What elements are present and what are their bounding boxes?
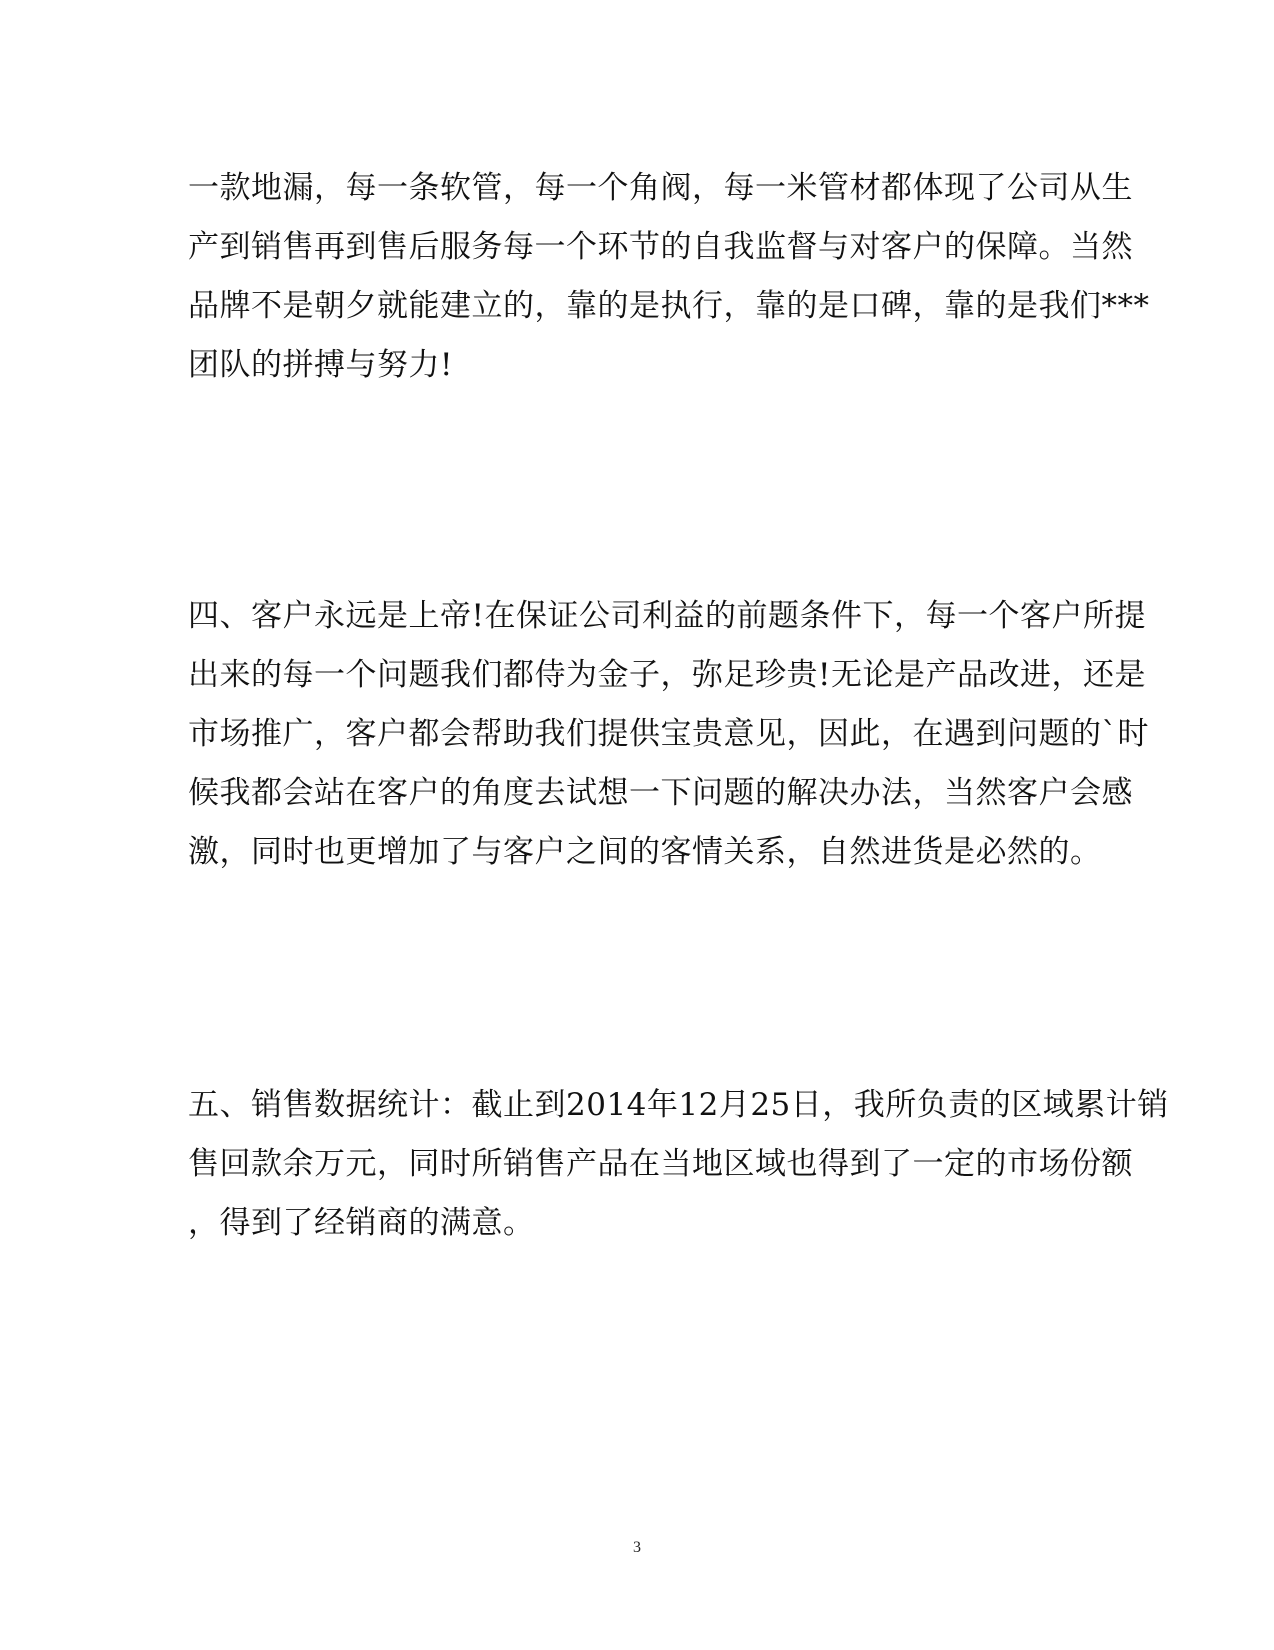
text-line: 售回款余万元，同时所销售产品在当地区域也得到了一定的市场份额 (188, 1146, 1133, 1182)
text-line: 五、销售数据统计：截止到2014年12月25日，我所负责的区域累计销 (188, 1087, 1169, 1123)
text-line: 品牌不是朝夕就能建立的，靠的是执行，靠的是口碑，靠的是我们*** (188, 288, 1150, 324)
text-line: 市场推广，客户都会帮助我们提供宝贵意见，因此，在遇到问题的`时 (188, 716, 1149, 752)
text-line: 候我都会站在客户的角度去试想一下问题的解决办法，当然客户会感 (188, 775, 1133, 811)
text-line: 一款地漏，每一条软管，每一个角阀，每一米管材都体现了公司从生 (188, 170, 1133, 206)
text-line: 出来的每一个问题我们都侍为金子，弥足珍贵!无论是产品改进，还是 (188, 657, 1146, 693)
text-line: 团队的拼搏与努力! (188, 347, 453, 383)
text-line: ，得到了经销商的满意。 (188, 1205, 535, 1241)
text-line: 四、客户永远是上帝!在保证公司利益的前题条件下，每一个客户所提 (188, 598, 1146, 634)
text-line: 激，同时也更增加了与客户之间的客情关系，自然进货是必然的。 (188, 834, 1102, 870)
text-line: 产到销售再到售后服务每一个环节的自我监督与对客户的保障。当然 (188, 229, 1133, 265)
page-number: 3 (633, 1539, 641, 1556)
